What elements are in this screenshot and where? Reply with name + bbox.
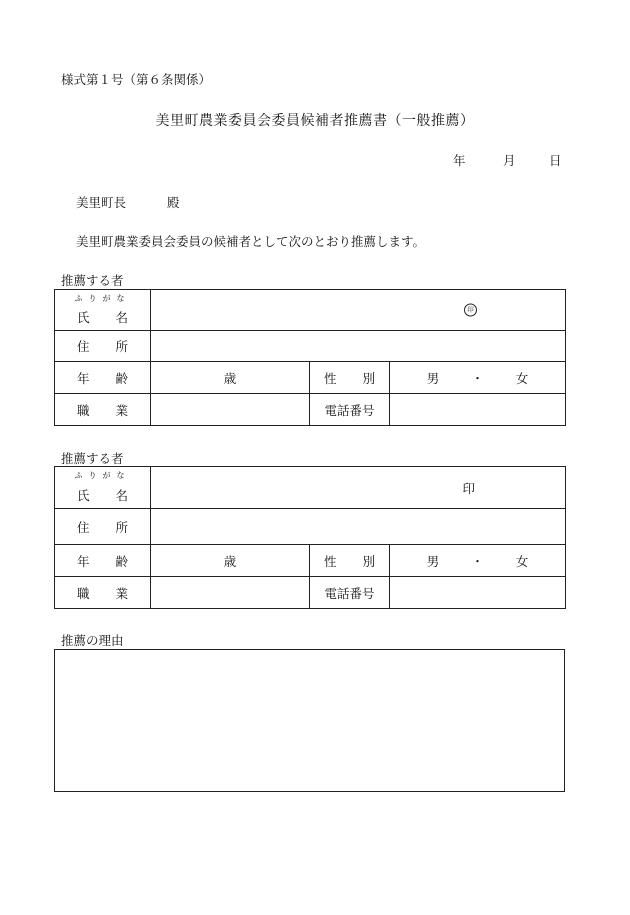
recommender-2-table (54, 466, 566, 609)
reason-field[interactable] (54, 649, 565, 792)
name-label-1: 氏 (76, 310, 90, 325)
address-label-cell (55, 331, 151, 362)
intro-text: 美里町農業委員会委員の候補者として次のとおり推薦します。 (76, 234, 426, 249)
addressee-name: 美里町長 (76, 195, 127, 210)
occupation-label-2: 業 (115, 585, 129, 601)
name-label-2: 名 (115, 310, 129, 325)
date-day-label: 日 (549, 153, 562, 168)
sex-separator: ・ (471, 553, 484, 569)
furigana-label: ふりがな (74, 294, 131, 303)
form-number: 様式第１号（第６条関係） (61, 72, 212, 87)
sex-label-2: 別 (362, 370, 376, 386)
address-label-1: 住 (76, 339, 90, 354)
occupation-label-1: 職 (76, 585, 90, 601)
name-field[interactable] (151, 467, 566, 509)
address-label-1: 住 (76, 519, 90, 535)
age-unit: 歳 (223, 553, 237, 569)
seal-icon: 印 (464, 304, 477, 317)
occupation-label-cell (55, 394, 151, 426)
addressee-honorific: 殿 (167, 195, 180, 210)
reason-label: 推薦の理由 (61, 633, 124, 648)
date-month-label: 月 (503, 153, 516, 168)
recommender-1-table (54, 289, 566, 426)
address-field[interactable] (151, 331, 566, 362)
recommender-2-section-label: 推薦する者 (61, 451, 124, 466)
sex-label-cell (310, 362, 390, 394)
sex-label-2: 別 (362, 553, 376, 569)
phone-field[interactable] (390, 394, 566, 426)
name-field[interactable] (151, 290, 566, 331)
age-label-2: 齢 (115, 370, 129, 386)
age-label-1: 年 (76, 553, 90, 569)
page-title: 美里町農業委員会委員候補者推薦書（一般推薦） (155, 113, 475, 129)
phone-label: 電話番号 (310, 394, 390, 426)
name-label-cell (55, 467, 151, 509)
sex-option-female[interactable]: 女 (515, 553, 529, 569)
address-label-2: 所 (115, 519, 129, 535)
sex-label-1: 性 (323, 370, 337, 386)
age-field[interactable] (151, 362, 310, 394)
age-unit: 歳 (223, 370, 237, 386)
occupation-label-cell (55, 577, 151, 609)
occupation-field[interactable] (151, 577, 310, 609)
address-label-cell (55, 509, 151, 545)
occupation-label-2: 業 (115, 402, 129, 418)
age-label-1: 年 (76, 370, 90, 386)
sex-field[interactable] (390, 545, 566, 577)
name-label-cell (55, 290, 151, 331)
age-field[interactable] (151, 545, 310, 577)
name-label-1: 氏 (76, 488, 90, 503)
sex-option-male[interactable]: 男 (426, 370, 440, 386)
address-label-2: 所 (115, 339, 129, 354)
seal-icon: 印 (462, 480, 476, 496)
sex-label-1: 性 (323, 553, 337, 569)
sex-option-male[interactable]: 男 (426, 553, 440, 569)
sex-separator: ・ (471, 370, 484, 386)
occupation-label-1: 職 (76, 402, 90, 418)
date-year-label: 年 (453, 153, 466, 168)
furigana-label: ふりがな (74, 471, 131, 480)
sex-field[interactable] (390, 362, 566, 394)
phone-label: 電話番号 (310, 577, 390, 609)
name-label-2: 名 (115, 488, 129, 503)
age-label-cell (55, 362, 151, 394)
sex-label-cell (310, 545, 390, 577)
age-label-cell (55, 545, 151, 577)
sex-option-female[interactable]: 女 (515, 370, 529, 386)
phone-field[interactable] (390, 577, 566, 609)
age-label-2: 齢 (115, 553, 129, 569)
recommender-1-section-label: 推薦する者 (61, 273, 124, 288)
address-field[interactable] (151, 509, 566, 545)
occupation-field[interactable] (151, 394, 310, 426)
